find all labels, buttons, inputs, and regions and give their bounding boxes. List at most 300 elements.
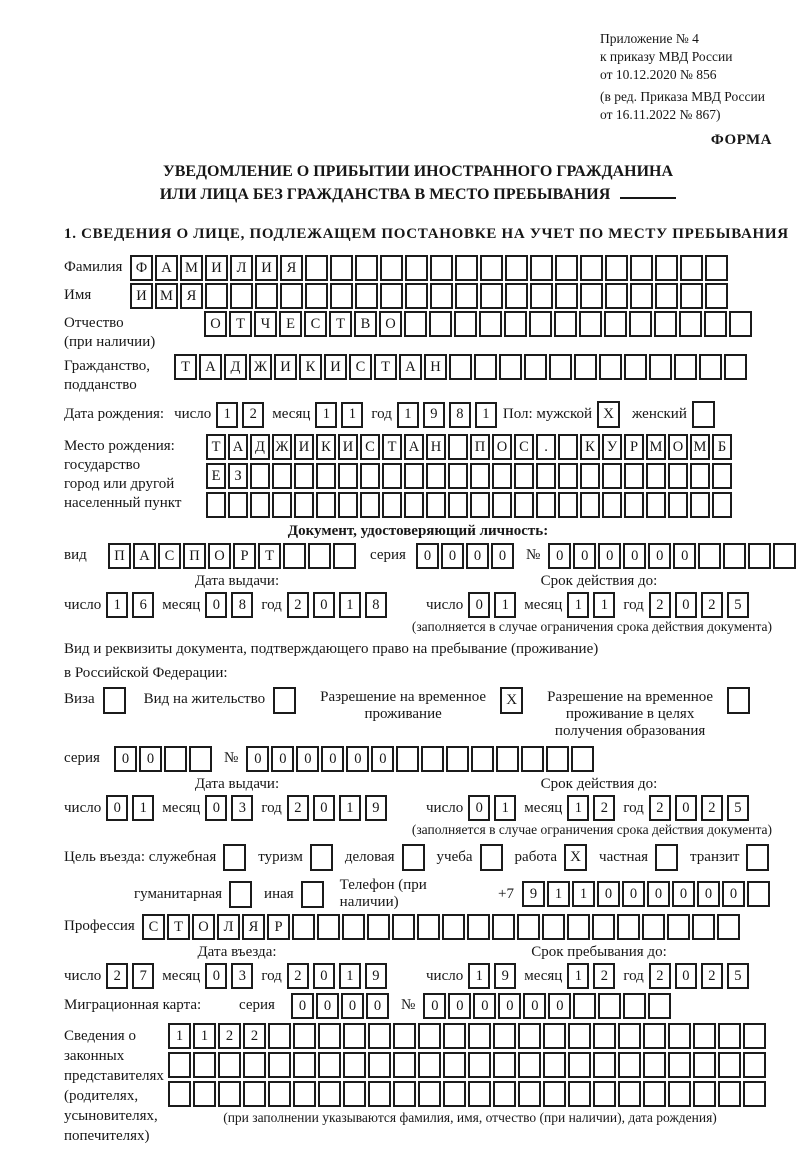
char-box[interactable] <box>680 255 703 281</box>
char-box[interactable]: Т <box>229 311 252 337</box>
char-box[interactable] <box>598 993 621 1019</box>
char-box[interactable]: 1 <box>106 592 128 618</box>
char-box[interactable]: Т <box>174 354 197 380</box>
char-box[interactable]: А <box>155 255 178 281</box>
char-box[interactable] <box>624 354 647 380</box>
char-box[interactable]: К <box>580 434 600 460</box>
char-box[interactable] <box>718 1052 741 1078</box>
char-box[interactable] <box>230 283 253 309</box>
char-box[interactable] <box>593 1081 616 1107</box>
char-box[interactable]: Т <box>374 354 397 380</box>
char-box[interactable] <box>646 492 666 518</box>
char-box[interactable]: М <box>646 434 666 460</box>
char-box[interactable]: 5 <box>727 795 749 821</box>
char-box[interactable] <box>206 492 226 518</box>
char-box[interactable]: Т <box>329 311 352 337</box>
char-box[interactable]: 0 <box>106 795 128 821</box>
char-box[interactable] <box>454 311 477 337</box>
char-box[interactable] <box>470 492 490 518</box>
char-box[interactable]: 0 <box>468 592 490 618</box>
char-box[interactable] <box>449 354 472 380</box>
char-box[interactable] <box>743 1023 766 1049</box>
char-box[interactable]: 0 <box>366 993 389 1019</box>
char-box[interactable] <box>729 311 752 337</box>
char-box[interactable]: И <box>294 434 314 460</box>
char-box[interactable] <box>580 463 600 489</box>
char-box[interactable] <box>674 354 697 380</box>
char-box[interactable] <box>692 914 715 940</box>
char-box[interactable]: 0 <box>523 993 546 1019</box>
char-box[interactable] <box>747 881 770 907</box>
char-box[interactable] <box>690 492 710 518</box>
char-box[interactable] <box>368 1052 391 1078</box>
char-box[interactable]: 5 <box>727 963 749 989</box>
char-box[interactable] <box>467 914 490 940</box>
char-box[interactable] <box>343 1052 366 1078</box>
char-box[interactable] <box>705 283 728 309</box>
char-box[interactable] <box>748 543 771 569</box>
char-box[interactable] <box>624 463 644 489</box>
char-box[interactable]: 2 <box>287 963 309 989</box>
char-box[interactable] <box>448 434 468 460</box>
char-box[interactable] <box>268 1052 291 1078</box>
char-box[interactable] <box>623 993 646 1019</box>
char-box[interactable] <box>543 1023 566 1049</box>
char-box[interactable]: Д <box>250 434 270 460</box>
char-box[interactable]: 0 <box>205 963 227 989</box>
char-box[interactable] <box>292 914 315 940</box>
char-box[interactable]: Л <box>217 914 240 940</box>
sex-female-checkbox[interactable] <box>692 401 715 428</box>
purpose-tourism-checkbox[interactable] <box>310 844 333 871</box>
char-box[interactable] <box>272 463 292 489</box>
char-box[interactable] <box>592 914 615 940</box>
char-box[interactable] <box>393 1023 416 1049</box>
char-box[interactable]: 2 <box>287 592 309 618</box>
char-box[interactable] <box>316 463 336 489</box>
char-box[interactable]: 0 <box>598 543 621 569</box>
char-box[interactable]: О <box>668 434 688 460</box>
char-box[interactable]: 2 <box>593 963 615 989</box>
char-box[interactable]: 0 <box>313 795 335 821</box>
char-box[interactable]: 1 <box>468 963 490 989</box>
char-box[interactable]: 0 <box>675 795 697 821</box>
char-box[interactable] <box>517 914 540 940</box>
char-box[interactable] <box>542 914 565 940</box>
char-box[interactable]: 2 <box>701 963 723 989</box>
char-box[interactable]: К <box>299 354 322 380</box>
char-box[interactable]: И <box>338 434 358 460</box>
char-box[interactable] <box>668 1081 691 1107</box>
char-box[interactable] <box>580 255 603 281</box>
char-box[interactable]: 0 <box>498 993 521 1019</box>
char-box[interactable]: 2 <box>287 795 309 821</box>
char-box[interactable]: 0 <box>114 746 137 772</box>
char-box[interactable]: С <box>158 543 181 569</box>
char-box[interactable] <box>629 311 652 337</box>
char-box[interactable]: 0 <box>648 543 671 569</box>
purpose-study-checkbox[interactable] <box>480 844 503 871</box>
char-box[interactable] <box>514 463 534 489</box>
char-box[interactable]: Я <box>242 914 265 940</box>
char-box[interactable] <box>773 543 796 569</box>
char-box[interactable] <box>243 1052 266 1078</box>
char-box[interactable]: 0 <box>139 746 162 772</box>
char-box[interactable] <box>493 1052 516 1078</box>
char-box[interactable] <box>338 463 358 489</box>
char-box[interactable]: 8 <box>231 592 253 618</box>
char-box[interactable]: 2 <box>106 963 128 989</box>
char-box[interactable] <box>168 1081 191 1107</box>
char-box[interactable] <box>404 311 427 337</box>
char-box[interactable] <box>405 255 428 281</box>
char-box[interactable] <box>624 492 644 518</box>
char-box[interactable]: Ф <box>130 255 153 281</box>
char-box[interactable] <box>604 311 627 337</box>
char-box[interactable]: К <box>316 434 336 460</box>
char-box[interactable]: 0 <box>722 881 745 907</box>
char-box[interactable] <box>293 1023 316 1049</box>
char-box[interactable] <box>393 1052 416 1078</box>
char-box[interactable] <box>338 492 358 518</box>
char-box[interactable] <box>455 283 478 309</box>
char-box[interactable]: А <box>133 543 156 569</box>
purpose-other-checkbox[interactable] <box>301 881 324 908</box>
char-box[interactable]: 2 <box>649 963 671 989</box>
char-box[interactable] <box>429 311 452 337</box>
char-box[interactable] <box>493 1023 516 1049</box>
purpose-work-checkbox[interactable]: X <box>564 844 587 871</box>
char-box[interactable] <box>318 1081 341 1107</box>
char-box[interactable] <box>543 1081 566 1107</box>
char-box[interactable]: 1 <box>216 402 238 428</box>
char-box[interactable] <box>492 914 515 940</box>
char-box[interactable] <box>294 492 314 518</box>
char-box[interactable] <box>554 311 577 337</box>
char-box[interactable] <box>493 1081 516 1107</box>
char-box[interactable] <box>521 746 544 772</box>
char-box[interactable]: 1 <box>397 402 419 428</box>
char-box[interactable]: Т <box>258 543 281 569</box>
char-box[interactable]: Р <box>624 434 644 460</box>
char-box[interactable]: 1 <box>315 402 337 428</box>
char-box[interactable] <box>617 914 640 940</box>
char-box[interactable] <box>316 492 336 518</box>
char-box[interactable]: 0 <box>441 543 464 569</box>
char-box[interactable]: И <box>274 354 297 380</box>
temp-residence-checkbox[interactable]: X <box>500 687 523 714</box>
char-box[interactable] <box>480 255 503 281</box>
char-box[interactable] <box>293 1052 316 1078</box>
char-box[interactable]: 0 <box>313 592 335 618</box>
char-box[interactable]: 0 <box>548 543 571 569</box>
char-box[interactable] <box>492 463 512 489</box>
char-box[interactable] <box>618 1052 641 1078</box>
char-box[interactable] <box>558 434 578 460</box>
char-box[interactable]: Е <box>206 463 226 489</box>
char-box[interactable] <box>655 283 678 309</box>
char-box[interactable]: 0 <box>341 993 364 1019</box>
char-box[interactable] <box>468 1081 491 1107</box>
char-box[interactable]: И <box>205 255 228 281</box>
char-box[interactable] <box>355 255 378 281</box>
char-box[interactable]: Т <box>206 434 226 460</box>
char-box[interactable] <box>418 1023 441 1049</box>
char-box[interactable] <box>448 492 468 518</box>
char-box[interactable]: Т <box>382 434 402 460</box>
char-box[interactable]: 1 <box>132 795 154 821</box>
char-box[interactable] <box>698 543 721 569</box>
char-box[interactable]: 2 <box>243 1023 266 1049</box>
char-box[interactable]: Н <box>426 434 446 460</box>
char-box[interactable] <box>330 283 353 309</box>
char-box[interactable]: А <box>399 354 422 380</box>
char-box[interactable] <box>418 1081 441 1107</box>
char-box[interactable]: 1 <box>341 402 363 428</box>
char-box[interactable] <box>272 492 292 518</box>
char-box[interactable]: П <box>470 434 490 460</box>
char-box[interactable] <box>380 283 403 309</box>
char-box[interactable]: 0 <box>448 993 471 1019</box>
char-box[interactable] <box>268 1023 291 1049</box>
char-box[interactable]: 0 <box>321 746 344 772</box>
char-box[interactable] <box>404 463 424 489</box>
char-box[interactable]: 0 <box>647 881 670 907</box>
purpose-private-checkbox[interactable] <box>655 844 678 871</box>
char-box[interactable]: 0 <box>473 993 496 1019</box>
char-box[interactable] <box>668 492 688 518</box>
char-box[interactable]: П <box>108 543 131 569</box>
char-box[interactable]: Ч <box>254 311 277 337</box>
char-box[interactable] <box>668 1023 691 1049</box>
char-box[interactable] <box>529 311 552 337</box>
char-box[interactable]: 0 <box>371 746 394 772</box>
char-box[interactable] <box>342 914 365 940</box>
char-box[interactable] <box>574 354 597 380</box>
char-box[interactable]: 9 <box>494 963 516 989</box>
char-box[interactable]: Е <box>279 311 302 337</box>
char-box[interactable]: О <box>379 311 402 337</box>
char-box[interactable]: 3 <box>231 963 253 989</box>
char-box[interactable] <box>573 993 596 1019</box>
char-box[interactable]: 0 <box>622 881 645 907</box>
char-box[interactable] <box>479 311 502 337</box>
char-box[interactable] <box>668 1052 691 1078</box>
char-box[interactable]: М <box>155 283 178 309</box>
char-box[interactable] <box>648 993 671 1019</box>
char-box[interactable] <box>355 283 378 309</box>
char-box[interactable]: 9 <box>522 881 545 907</box>
char-box[interactable] <box>690 463 710 489</box>
char-box[interactable]: 0 <box>246 746 269 772</box>
char-box[interactable]: 2 <box>701 795 723 821</box>
char-box[interactable]: 0 <box>416 543 439 569</box>
char-box[interactable] <box>546 746 569 772</box>
char-box[interactable] <box>693 1023 716 1049</box>
char-box[interactable] <box>404 492 424 518</box>
char-box[interactable] <box>571 746 594 772</box>
char-box[interactable] <box>712 463 732 489</box>
char-box[interactable]: 0 <box>205 795 227 821</box>
char-box[interactable] <box>646 463 666 489</box>
char-box[interactable]: 0 <box>675 963 697 989</box>
char-box[interactable] <box>480 283 503 309</box>
char-box[interactable] <box>430 283 453 309</box>
char-box[interactable]: Ж <box>272 434 292 460</box>
char-box[interactable] <box>189 746 212 772</box>
char-box[interactable] <box>283 543 306 569</box>
char-box[interactable] <box>618 1023 641 1049</box>
char-box[interactable] <box>654 311 677 337</box>
char-box[interactable] <box>393 1081 416 1107</box>
char-box[interactable] <box>649 354 672 380</box>
char-box[interactable] <box>368 1081 391 1107</box>
char-box[interactable] <box>655 255 678 281</box>
char-box[interactable] <box>471 746 494 772</box>
char-box[interactable]: 0 <box>697 881 720 907</box>
char-box[interactable] <box>360 463 380 489</box>
char-box[interactable] <box>280 283 303 309</box>
char-box[interactable]: Д <box>224 354 247 380</box>
char-box[interactable] <box>443 1052 466 1078</box>
char-box[interactable] <box>343 1081 366 1107</box>
char-box[interactable] <box>579 311 602 337</box>
char-box[interactable] <box>333 543 356 569</box>
char-box[interactable]: 7 <box>132 963 154 989</box>
char-box[interactable]: 0 <box>675 592 697 618</box>
char-box[interactable] <box>679 311 702 337</box>
char-box[interactable]: 1 <box>567 592 589 618</box>
purpose-official-checkbox[interactable] <box>223 844 246 871</box>
char-box[interactable] <box>430 255 453 281</box>
char-box[interactable] <box>293 1081 316 1107</box>
char-box[interactable]: У <box>602 434 622 460</box>
char-box[interactable]: . <box>536 434 556 460</box>
char-box[interactable] <box>308 543 331 569</box>
char-box[interactable] <box>743 1052 766 1078</box>
char-box[interactable] <box>318 1023 341 1049</box>
char-box[interactable] <box>599 354 622 380</box>
char-box[interactable] <box>567 914 590 940</box>
char-box[interactable]: О <box>192 914 215 940</box>
char-box[interactable]: 1 <box>494 795 516 821</box>
char-box[interactable]: 0 <box>291 993 314 1019</box>
char-box[interactable] <box>712 492 732 518</box>
char-box[interactable]: Т <box>167 914 190 940</box>
char-box[interactable] <box>530 283 553 309</box>
char-box[interactable] <box>602 492 622 518</box>
char-box[interactable]: 0 <box>313 963 335 989</box>
char-box[interactable]: Я <box>280 255 303 281</box>
char-box[interactable]: 0 <box>491 543 514 569</box>
char-box[interactable] <box>524 354 547 380</box>
char-box[interactable] <box>536 492 556 518</box>
char-box[interactable] <box>549 354 572 380</box>
purpose-transit-checkbox[interactable] <box>746 844 769 871</box>
char-box[interactable] <box>243 1081 266 1107</box>
char-box[interactable] <box>418 1052 441 1078</box>
char-box[interactable] <box>705 255 728 281</box>
char-box[interactable]: 1 <box>339 592 361 618</box>
char-box[interactable] <box>368 1023 391 1049</box>
char-box[interactable]: 1 <box>339 795 361 821</box>
char-box[interactable]: 2 <box>701 592 723 618</box>
char-box[interactable]: 8 <box>365 592 387 618</box>
char-box[interactable] <box>305 255 328 281</box>
char-box[interactable]: 1 <box>567 795 589 821</box>
char-box[interactable]: 1 <box>593 592 615 618</box>
char-box[interactable] <box>417 914 440 940</box>
char-box[interactable]: 5 <box>727 592 749 618</box>
sex-male-checkbox[interactable]: X <box>597 401 620 428</box>
char-box[interactable] <box>305 283 328 309</box>
char-box[interactable] <box>680 283 703 309</box>
char-box[interactable]: А <box>404 434 424 460</box>
char-box[interactable]: 2 <box>242 402 264 428</box>
char-box[interactable] <box>724 354 747 380</box>
char-box[interactable] <box>630 283 653 309</box>
char-box[interactable] <box>668 463 688 489</box>
purpose-humanitarian-checkbox[interactable] <box>229 881 252 908</box>
char-box[interactable] <box>228 492 248 518</box>
char-box[interactable] <box>580 283 603 309</box>
char-box[interactable] <box>518 1081 541 1107</box>
char-box[interactable]: 0 <box>672 881 695 907</box>
char-box[interactable] <box>504 311 527 337</box>
char-box[interactable]: 0 <box>466 543 489 569</box>
char-box[interactable] <box>317 914 340 940</box>
char-box[interactable] <box>474 354 497 380</box>
char-box[interactable]: О <box>492 434 512 460</box>
char-box[interactable]: З <box>228 463 248 489</box>
char-box[interactable]: 2 <box>218 1023 241 1049</box>
char-box[interactable] <box>667 914 690 940</box>
char-box[interactable] <box>699 354 722 380</box>
char-box[interactable] <box>330 255 353 281</box>
char-box[interactable]: 1 <box>547 881 570 907</box>
char-box[interactable] <box>343 1023 366 1049</box>
char-box[interactable] <box>318 1052 341 1078</box>
char-box[interactable]: Р <box>267 914 290 940</box>
char-box[interactable] <box>446 746 469 772</box>
char-box[interactable]: И <box>255 255 278 281</box>
char-box[interactable] <box>518 1023 541 1049</box>
char-box[interactable] <box>630 255 653 281</box>
char-box[interactable] <box>499 354 522 380</box>
char-box[interactable] <box>455 255 478 281</box>
char-box[interactable] <box>643 1081 666 1107</box>
char-box[interactable]: М <box>690 434 710 460</box>
char-box[interactable] <box>443 1023 466 1049</box>
char-box[interactable] <box>294 463 314 489</box>
char-box[interactable] <box>421 746 444 772</box>
char-box[interactable] <box>367 914 390 940</box>
char-box[interactable]: И <box>324 354 347 380</box>
char-box[interactable] <box>593 1052 616 1078</box>
char-box[interactable] <box>558 463 578 489</box>
char-box[interactable]: М <box>180 255 203 281</box>
visa-checkbox[interactable] <box>103 687 126 714</box>
char-box[interactable]: 9 <box>365 963 387 989</box>
char-box[interactable]: 3 <box>231 795 253 821</box>
char-box[interactable] <box>543 1052 566 1078</box>
char-box[interactable]: 1 <box>168 1023 191 1049</box>
char-box[interactable] <box>568 1023 591 1049</box>
char-box[interactable]: 8 <box>449 402 471 428</box>
char-box[interactable]: 0 <box>296 746 319 772</box>
char-box[interactable] <box>382 492 402 518</box>
char-box[interactable]: 2 <box>649 592 671 618</box>
